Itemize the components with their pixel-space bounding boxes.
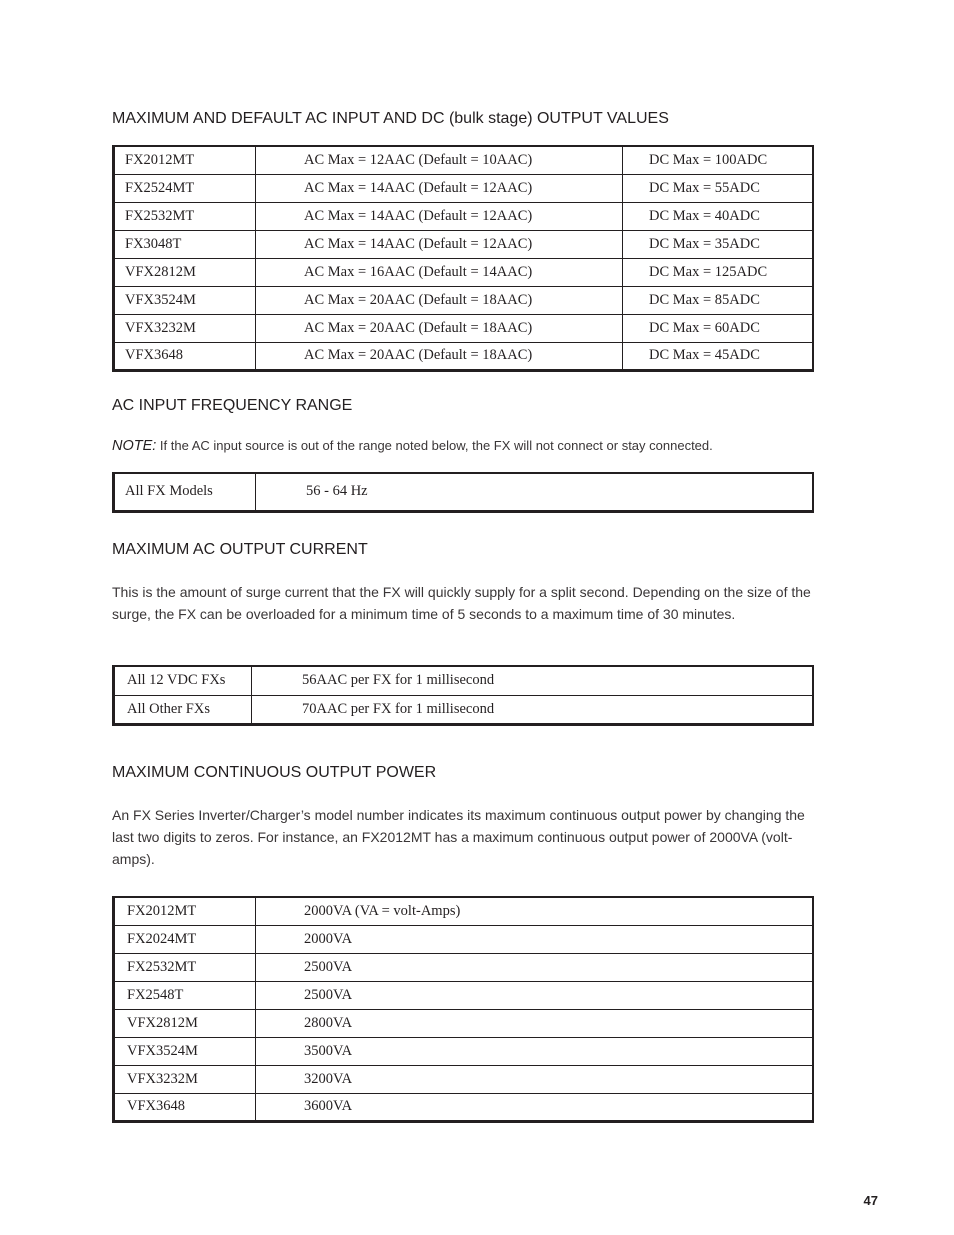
dc-value-cell: DC Max = 45ADC bbox=[623, 342, 814, 370]
dc-value-cell: DC Max = 35ADC bbox=[623, 230, 814, 258]
model-cell: VFX3648 bbox=[114, 342, 256, 370]
model-cell: VFX3524M bbox=[114, 1037, 256, 1065]
table-row bbox=[114, 473, 814, 511]
value-cell: 70AAC per FX for 1 millisecond bbox=[252, 695, 814, 724]
ac-dc-values-table bbox=[112, 145, 814, 372]
table-row bbox=[114, 897, 814, 925]
table-row bbox=[114, 258, 814, 286]
dc-value-cell: DC Max = 40ADC bbox=[623, 202, 814, 230]
model-cell: FX2532MT bbox=[114, 953, 256, 981]
model-cell: All FX Models bbox=[114, 473, 256, 511]
model-cell: VFX3648 bbox=[114, 1093, 256, 1121]
ac-value-cell: AC Max = 20AAC (Default = 18AAC) bbox=[256, 314, 623, 342]
section-title-continuous-output-power: MAXIMUM CONTINUOUS OUTPUT POWER bbox=[112, 764, 437, 781]
dc-value-cell: DC Max = 55ADC bbox=[623, 174, 814, 202]
model-cell: FX2012MT bbox=[114, 146, 256, 174]
model-cell: VFX3524M bbox=[114, 286, 256, 314]
table-row bbox=[114, 1065, 814, 1093]
page-number: 47 bbox=[863, 1193, 878, 1208]
section-title-frequency-range: AC INPUT FREQUENCY RANGE bbox=[112, 397, 353, 414]
value-cell: 2500VA bbox=[256, 981, 814, 1009]
model-cell: FX2524MT bbox=[114, 174, 256, 202]
table-row bbox=[114, 1037, 814, 1065]
value-cell: 2000VA (VA = volt-Amps) bbox=[304, 902, 461, 919]
ac-value-cell: AC Max = 14AAC (Default = 12AAC) bbox=[256, 202, 623, 230]
value-cell: 3600VA bbox=[256, 1093, 814, 1121]
model-cell: VFX3232M bbox=[114, 314, 256, 342]
dc-value-cell: DC Max = 125ADC bbox=[623, 258, 814, 286]
ac-value-cell: AC Max = 12AAC (Default = 10AAC) bbox=[256, 146, 623, 174]
value-cell: 2800VA bbox=[256, 1009, 814, 1037]
model-cell: FX2012MT bbox=[114, 897, 256, 925]
continuous-output-power-table bbox=[112, 896, 814, 1123]
ac-value-cell: AC Max = 14AAC (Default = 12AAC) bbox=[256, 174, 623, 202]
table-row bbox=[114, 925, 814, 953]
table-row bbox=[114, 174, 814, 202]
ac-output-current-paragraph: This is the amount of surge current that the FX will quickly supply for a split second. Depending on the size of the surge, the FX can be overloaded for a minimum time of 5 seconds to a maximum time of 30 minutes. bbox=[112, 584, 811, 622]
model-cell: FX2024MT bbox=[114, 925, 256, 953]
model-cell: VFX2812M bbox=[114, 258, 256, 286]
value-cell: 3200VA bbox=[256, 1065, 814, 1093]
value-cell: 56AAC per FX for 1 millisecond bbox=[302, 672, 495, 689]
note-label: NOTE: bbox=[112, 438, 157, 454]
continuous-output-power-paragraph: An FX Series Inverter/Charger’s model number indicates its maximum continuous output power by changing the last two digits to zeros. For instance, an FX2012MT has a maximum continuous output power of 2000VA (volt-amps). bbox=[112, 807, 805, 867]
value-cell: 2000VA bbox=[256, 925, 814, 953]
value-cell: 3500VA bbox=[256, 1037, 814, 1065]
value-cell: 2500VA bbox=[256, 953, 814, 981]
table-row bbox=[114, 230, 814, 258]
table-row bbox=[114, 1093, 814, 1121]
table-row bbox=[114, 666, 814, 695]
dc-value-cell: DC Max = 100ADC bbox=[649, 151, 768, 168]
ac-value-cell: AC Max = 16AAC (Default = 14AAC) bbox=[256, 258, 623, 286]
model-cell: VFX3232M bbox=[114, 1065, 256, 1093]
table-row bbox=[114, 146, 814, 174]
model-cell: All 12 VDC FXs bbox=[114, 666, 252, 695]
table-row bbox=[114, 695, 814, 724]
table-row bbox=[114, 202, 814, 230]
table-row bbox=[114, 981, 814, 1009]
ac-value-cell: AC Max = 20AAC (Default = 18AAC) bbox=[256, 286, 623, 314]
model-cell: VFX2812M bbox=[114, 1009, 256, 1037]
table-row bbox=[114, 286, 814, 314]
note-paragraph bbox=[112, 434, 814, 457]
ac-value-cell: AC Max = 20AAC (Default = 18AAC) bbox=[256, 342, 623, 370]
dc-value-cell: DC Max = 60ADC bbox=[623, 314, 814, 342]
model-cell: FX2548T bbox=[114, 981, 256, 1009]
value-cell: 56 - 64 Hz bbox=[306, 483, 368, 500]
frequency-range-table bbox=[112, 472, 814, 513]
table-row bbox=[114, 1009, 814, 1037]
model-cell: FX3048T bbox=[114, 230, 256, 258]
table-row bbox=[114, 953, 814, 981]
table-row bbox=[114, 314, 814, 342]
dc-value-cell: DC Max = 85ADC bbox=[623, 286, 814, 314]
section-title-ac-output-current: MAXIMUM AC OUTPUT CURRENT bbox=[112, 541, 368, 558]
model-cell: All Other FXs bbox=[114, 695, 252, 724]
table-row bbox=[114, 342, 814, 370]
note-text: If the AC input source is out of the range noted below, the FX will not connect or stay connected. bbox=[156, 438, 713, 453]
section-title-ac-dc-values: MAXIMUM AND DEFAULT AC INPUT AND DC (bulk stage) OUTPUT VALUES bbox=[112, 110, 669, 127]
ac-value-cell: AC Max = 14AAC (Default = 12AAC) bbox=[256, 230, 623, 258]
model-cell: FX2532MT bbox=[114, 202, 256, 230]
ac-output-current-table bbox=[112, 665, 814, 726]
